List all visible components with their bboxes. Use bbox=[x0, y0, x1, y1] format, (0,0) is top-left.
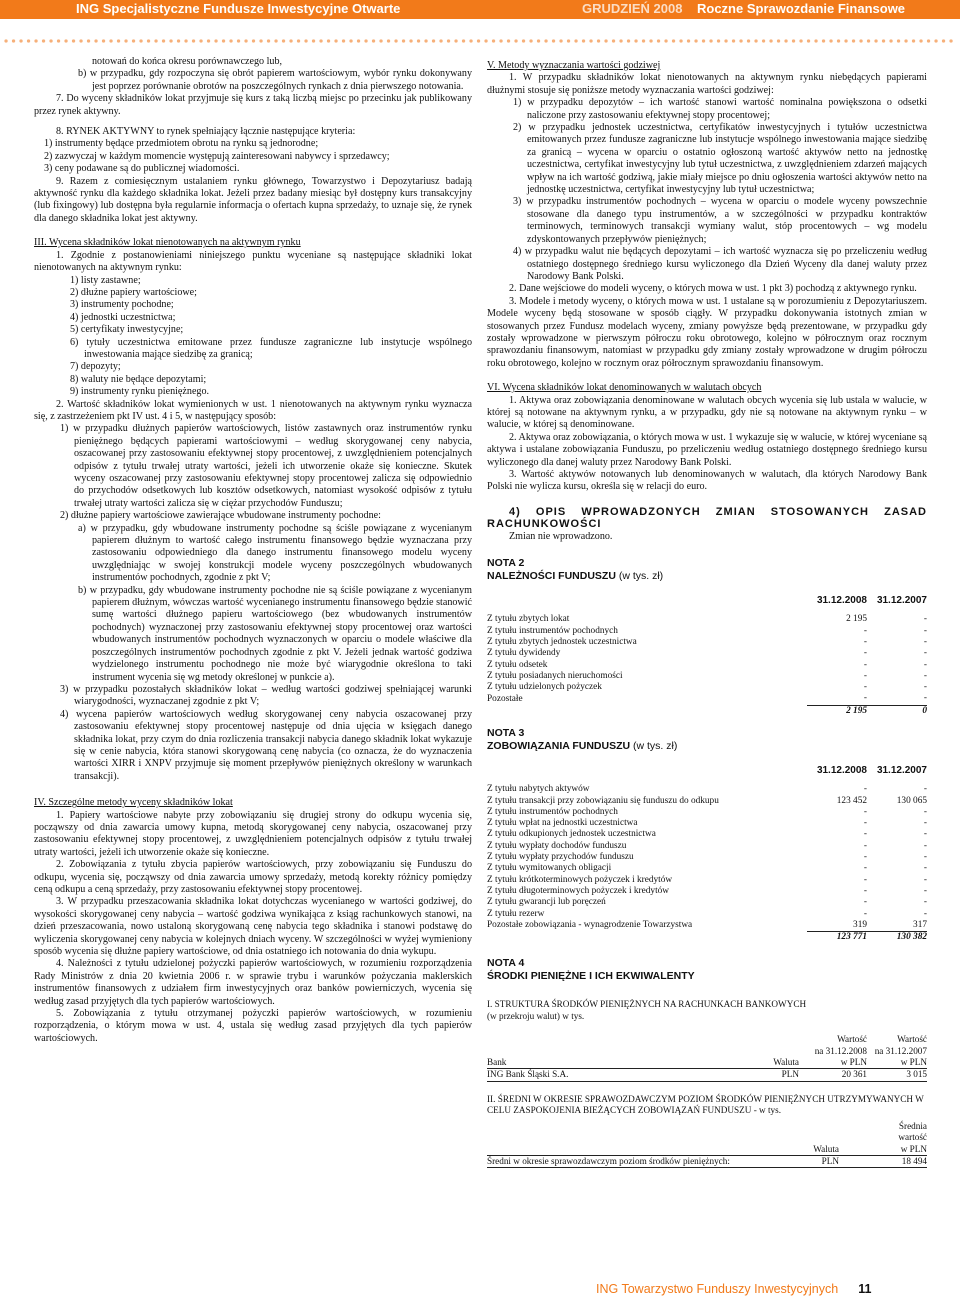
list-item: 2) zazwyczaj w każdym momencie występują zainteresowani nabywcy i sprzedawcy; bbox=[44, 150, 390, 162]
section-heading: III. Wycena składników lokat nienotowanych na aktywnym rynku bbox=[34, 237, 301, 249]
list-item: 2) w przypadku jednostek uczestnictwa, certyfikatów inwestycyjnych i tytułów uczestnictwa emitowanych przez fundusze zagraniczne lub instytucje wspólnego inwestowania mające siedzibę za granicą – wycena w oparciu o ostatnio ogłoszoną wartość aktywów netto na jednostkę uczestnictwa, certyfikat inwestycyjny lub tytuł uczestnictwa, z uwzględnieniem zdarzeń mających wpływ na ich wartość godziwą, jakie miały miejsce po dniu ogłoszenia wartości aktywów netto na jednostkę uczestnictwa, certyfikat inwestycyjny lub tytuł uczestnictwa; bbox=[513, 122, 927, 196]
dotted-divider bbox=[0, 36, 960, 46]
paragraph: 2. Aktywa oraz zobowiązania, o których mowa w ust. 1 wykazuje się w walucie, w której wyceniane są aktywa i ustalane zobowiązania Funduszu, po przeliczeniu według ostatniego dostępnego średniego kursu wyliczonego dla danej waluty przez Narodowy Bank Polski. bbox=[487, 431, 927, 468]
table-row: Z tytułu dywidendy - - bbox=[487, 648, 927, 659]
page-footer bbox=[596, 1282, 871, 1296]
nota-3 bbox=[487, 727, 927, 943]
list-item: 3) ceny podawane są do publicznej wiadomości. bbox=[44, 163, 240, 175]
table-row: Z tytułu wypłaty dochodów funduszu - - bbox=[487, 840, 927, 851]
list-item: 8) waluty nie będące depozytami; bbox=[70, 373, 207, 385]
nota-title: ŚRODKI PIENIĘŻNE I ICH EKWIWALENTY bbox=[487, 970, 695, 983]
table-row: Pozostałe - - bbox=[487, 693, 927, 704]
table-row: Z tytułu posiadanych nieruchomości - - bbox=[487, 670, 927, 681]
column-header: 31.12.2008 bbox=[816, 765, 867, 776]
list-item: 1) w przypadku depozytów – ich wartość stanowi wartość nominalna powiększona o odsetki naliczone przy zastosowaniu efektywnej stopy procentowej; bbox=[513, 97, 927, 121]
table-header-row bbox=[487, 595, 927, 606]
table-header-row: Waluta w PLN bbox=[487, 1144, 927, 1156]
table-row: Z tytułu nabytych aktywów - - bbox=[487, 784, 927, 795]
section-heading: IV. Szczególne metody wyceny składników lokat bbox=[34, 797, 233, 809]
list-item: 1) instrumenty będące przedmiotem obrotu na rynku są jednorodne; bbox=[44, 138, 319, 150]
nota-unit: (w tys. zł) bbox=[618, 570, 664, 583]
average-cash-table bbox=[487, 1121, 927, 1169]
nota-unit: (w tys. zł) bbox=[633, 740, 678, 752]
footer-company: ING Towarzystwo Funduszy Inwestycyjnych bbox=[596, 1282, 839, 1296]
header-report-title: Roczne Sprawozdanie Finansowe bbox=[697, 1, 906, 16]
header-fund-name: ING Specjalistyczne Fundusze Inwestycyjne Otwarte bbox=[76, 1, 401, 16]
list-item: 4) w przypadku walut nie będących depozytami – ich wartość wyznacza się po przeliczeniu według ostatniego dostępnego średniego kursu wyliczonego dla Dzień Wyceny dla danej waluty przez Narodowy Bank Polski. bbox=[513, 246, 927, 282]
list-item: 3) instrumenty pochodne; bbox=[70, 299, 174, 311]
list-item: 1) listy zastawne; bbox=[70, 274, 141, 286]
list-item: b) w przypadku, gdy wbudowane instrumenty pochodne nie są ściśle powiązane z wycenianym papierem dłużnym, wówczas wartość wycenianego instrumentu finansowego będzie stanowić sumę wartości dłużnego papieru wartościowego (bez wbudowanych instrumentów pochodnych) wyznaczonej przy zastosowaniu efektywnej stopy procentowej oraz wartości wbudowanych instrumentów pochodnych wyznaczonych w oparciu o modele właściwe dla poszczególnych instrumentów pochodnych zgodnie z pkt V. Jeżeli jednak wartość godziwa wydzielonego instrumentu pochodnego nie może być wiarygodnie określona to taki instrument wycenia się wg metody określonej w punkcie a). bbox=[78, 584, 472, 683]
table-row: Z tytułu odsetek - - bbox=[487, 659, 927, 670]
paragraph: 1. Zgodnie z postanowieniami niniejszego punktu wyceniane są następujące składniki lokat nienotowanych na aktywnym rynku: bbox=[34, 249, 472, 274]
table-row: Z tytułu instrumentów pochodnych - - bbox=[487, 625, 927, 636]
nota-title: ZOBOWIĄZANIA FUNDUSZU bbox=[487, 740, 631, 752]
table-row: Z tytułu udzielonych pożyczek - - bbox=[487, 682, 927, 693]
list-item: 9) instrumenty rynku pieniężnego. bbox=[70, 386, 210, 398]
table-total-row: 123 771 130 382 bbox=[487, 932, 927, 944]
table-row: Z tytułu wpłat na jednostki uczestnictwa - - bbox=[487, 818, 927, 829]
paragraph: 3. Modele i metody wyceny, o których mowa w ust. 1 ustalane są w porozumieniu z Depozytariuszem. Modele wyceny będą stosowane w sposób ciągły. W przypadku dokonywania istotnych zmian w stosowanych przez Fundusz modelach wyceny, zmiany powyższe będą prezentowane, w przypadku gdy zostały wprowadzone w pierwszym półroczu roku obrotowego, kolejno w półrocznym oraz rocznym sprawozdaniu finansowym, natomiast w przypadku gdy zmiany zostały wprowadzone w drugim półroczu roku obrotowego, kolejno w rocznym oraz półrocznym sprawozdaniu finansowym. bbox=[487, 295, 927, 369]
table-header-row: Wartość Wartość bbox=[837, 1034, 927, 1045]
left-column bbox=[34, 56, 472, 1045]
section-heading: VI. Wycena składników lokat denominowanych w walutach obcych bbox=[487, 382, 762, 394]
table-row: ING Bank Śląski S.A. PLN 20 361 3 015 bbox=[487, 1069, 927, 1080]
list-item: 2) dłużne papiery wartościowe; bbox=[70, 286, 197, 298]
bank-accounts-table bbox=[487, 1034, 927, 1082]
table-row: Z tytułu rezerw - - bbox=[487, 908, 927, 919]
section-heading: V. Metody wyznaczania wartości godziwej bbox=[487, 60, 661, 71]
table-row: Z tytułu gwarancji lub poręczeń - - bbox=[487, 897, 927, 908]
paragraph: 2. Zobowiązania z tytułu zbycia papierów wartościowych, przy zobowiązaniu się Funduszu do odkupu, wycenia się, począwszy od dnia zawarcia umowy sprzedaży, metodą korekty różnicy pomiędzy ceną odkupu a ceną sprzedaży, przy zastosowaniu efektywnej stopy procentowej. bbox=[34, 859, 472, 895]
header-month: GRUDZIEŃ 2008 bbox=[582, 1, 683, 16]
paragraph: 5. Zobowiązania z tytułu otrzymanej pożyczki papierów wartościowych, w rozumieniu rozporządzenia, o którym mowa w ust. 4, ustala się według zasad przyjętych dla tych papierów wartościowych. bbox=[34, 1008, 472, 1044]
list-item: 3) w przypadku pozostałych składników lokat – według wartości godziwej spełniającej warunki wiarygodności, wyznaczanej zgodnie z pkt V; bbox=[60, 683, 472, 708]
table-header-row: Średnia bbox=[898, 1120, 927, 1131]
paragraph: 3. Wartość aktywów notowanych lub denominowanych w walutach, dla których Narodowy Bank Polski nie wylicza kursu, określa się w relacji do euro. bbox=[487, 469, 927, 493]
nota-2 bbox=[487, 557, 927, 717]
paragraph: 7. Do wyceny składników lokat przyjmuje się kurs z taką liczbą miejsc po przecinku jak publikowany przez rynek aktywny. bbox=[34, 93, 472, 117]
paragraph: notowań do końca okresu porównawczego lub, bbox=[92, 56, 283, 67]
subsection-title: I. STRUKTURA ŚRODKÓW PIENIĘŻNYCH NA RACHUNKACH BANKOWYCH bbox=[487, 999, 807, 1010]
table-header-row: Bank Waluta w PLN w PLN bbox=[487, 1057, 927, 1068]
paragraph: 2. Dane wejściowe do modeli wyceny, o których mowa w ust. 1 pkt 3) pochodzą z aktywnego rynku. bbox=[509, 283, 917, 295]
table-header-row: na 31.12.2008 na 31.12.2007 bbox=[814, 1045, 927, 1056]
table-row: Średni w okresie sprawozdawczym poziom środków pieniężnych: PLN 18 494 bbox=[487, 1155, 927, 1166]
paragraph: 8. RYNEK AKTYWNY to rynek spełniający łącznie następujące kryteria: bbox=[56, 126, 356, 138]
column-header: 31.12.2007 bbox=[876, 765, 927, 776]
table-total-row: 2 195 0 bbox=[487, 705, 927, 717]
list-item: 6) tytuły uczestnictwa emitowane przez fundusze zagraniczne lub instytucje wspólnego inwestowania mające siedzibę za granicą; bbox=[70, 336, 472, 360]
liabilities-table bbox=[487, 765, 927, 943]
paragraph: 1. Papiery wartościowe nabyte przy zobowiązaniu się drugiej strony do odkupu wycenia się, począwszy od dnia zawarcia umowy kupna, metodą skorygowanej ceny nabycia, oszacowanej przy zastosowaniu efektywnej stopy procentowej, z uwzględnieniem potencjalnych odpisów z tytułu trwałej utraty wartości, jeżeli ich utworzenie okaże się konieczne. bbox=[34, 809, 472, 858]
list-item: 2) dłużne papiery wartościowe zawierające wbudowane instrumenty pochodne: bbox=[60, 510, 381, 522]
nota-label: NOTA 2 bbox=[487, 557, 525, 570]
table-row: Z tytułu krótkoterminowych pożyczek i kredytów - - bbox=[487, 874, 927, 885]
table-row: Z tytułu zbytych jednostek uczestnictwa - - bbox=[487, 636, 927, 647]
paragraph: 9. Razem z comiesięcznym ustalaniem rynku głównego, Towarzystwo i Depozytariusz badają aktywność rynku dla każdego składnika lokat. Jeżeli przez badany miesiąc był dostępny kurs transakcyjny (lub fixingowy) lub dostępna była regularnie informacja o ofertach kupna sprzedaży, to uznaje się, że rynek dla danego składnika lokat jest aktywny. bbox=[34, 175, 472, 224]
list-item: 4) wycena papierów wartościowych według skorygowanej ceny nabycia oszacowanej przy zastosowaniu efektywnej stopy procentowej następuje od dnia ujęcia w księgach danego składnika lokat, przy czym do dnia rozliczenia transakcji nabycia danego składnik lokat wykazuje się w cenie nabycia, która stanowi skorygowaną cenę nabycia (co oznacza, że do wyznaczenia wartości XIRR i XNPV przyjmuje się moment przepływów pieniężnych określony w warunkach transakcji). bbox=[60, 708, 472, 782]
table-header-row bbox=[487, 765, 927, 776]
list-item: a) w przypadku, gdy wbudowane instrumenty pochodne są ściśle powiązane z wycenianym papierem dłużnym to wartość całego instrumentu finansowego będzie wyznaczana przy zastosowaniu odpowiedniego dla danego instrumentu finansowego modelu wyceny uwzględniając w swojej konstrukcji modele wyceny poszczególnych wbudowanych instrumentów pochodnych, zgodnie z pkt V; bbox=[78, 522, 472, 584]
nota-title: NALEŻNOŚCI FUNDUSZU bbox=[487, 570, 616, 583]
paragraph: Zmian nie wprowadzono. bbox=[509, 530, 613, 542]
nota-label: NOTA 4 bbox=[487, 957, 525, 970]
paragraph: 2. Wartość składników lokat wymienionych w ust. 1 nienotowanych na aktywnym rynku wyznacza się, z zastrzeżeniem pkt IV ust. 4 i 5, w następujący sposób: bbox=[34, 398, 472, 422]
table-header-row: wartość bbox=[898, 1132, 927, 1143]
table-row: Pozostałe zobowiązania - wynagrodzenie Towarzystwa 319 317 bbox=[487, 919, 927, 931]
column-header: 31.12.2007 bbox=[876, 595, 927, 607]
table-row: Z tytułu wypłaty przychodów funduszu - - bbox=[487, 852, 927, 863]
list-item: 1) w przypadku dłużnych papierów wartościowych, listów zastawnych oraz instrumentów rynku pieniężnego będących papierami wartościowymi – według skorygowanej ceny nabycia, oszacowanej przy zastosowaniu efektywnej stopy procentowej, z uwzględnieniem potencjalnych odpisów z tytułu trwałej utraty wartości, jeżeli ich utworzenie okaże się konieczne. Skutek wyceny oszacowanej przy zastosowaniu efektywnej stopy procentowej zalicza się odpowiednio do przychodów odsetkowych lub kosztów odsetkowych, natomiast wysokość odpisów z tytułu trwałej utraty wartości zalicza się w ciężar przychodów Funduszu; bbox=[60, 423, 472, 509]
table-row: Z tytułu instrumentów pochodnych - - bbox=[487, 806, 927, 817]
paragraph: 1. Aktywa oraz zobowiązania denominowane w walutach obcych wycenia się lub ustala w walucie, w której są notowane na aktywnym rynku, a w przypadku, gdy nie są notowane na aktywnym rynku – w walucie, w której są denominowane. bbox=[487, 394, 927, 431]
nota-4 bbox=[487, 957, 927, 1168]
paragraph: 4. Należności z tytułu udzielonej pożyczki papierów wartościowych, w rozumieniu rozporządzenia Rady Ministrów z dnia 20 kwietnia 2006 r. w sprawie trybu i warunków pożyczania maklerskich instrumentów finansowych z udziałem firm inwestycyjnych oraz banków powierniczych, wycenia się według zasad przyjętych dla tych papierów wartościowych. bbox=[34, 958, 472, 1007]
column-header: 31.12.2008 bbox=[816, 595, 867, 607]
table-row: Z tytułu zbytych lokat 2 195 - bbox=[487, 614, 927, 625]
page-header bbox=[0, 0, 960, 19]
paragraph: 1. W przypadku składników lokat nienotowanych na aktywnym rynku niebędących papierami dłużnymi stosuje się poniższe metody wyznaczania wartości godziwej: bbox=[487, 72, 927, 96]
paragraph: b) w przypadku, gdy rozpoczyna się obrót papierem wartościowym, wybór rynku dokonywany jest poprzez porównanie obrotów na poszczególnych rynkach z dnia pierwszego notowania. bbox=[78, 68, 472, 92]
right-column bbox=[487, 60, 927, 1168]
list-item: 7) depozyty; bbox=[70, 361, 121, 373]
table-row: Z tytułu odkupionych jednostek uczestnictwa - - bbox=[487, 829, 927, 840]
page-number: 11 bbox=[858, 1282, 872, 1296]
nota-label: NOTA 3 bbox=[487, 727, 525, 739]
section-title: 4) OPIS WPROWADZONYCH ZMIAN STOSOWANYCH ZASAD RACHUNKOWOŚCI bbox=[487, 505, 927, 531]
list-item: 5) certyfikaty inwestycyjne; bbox=[70, 324, 184, 336]
table-row: Z tytułu długoterminowych pożyczek i kredytów - - bbox=[487, 885, 927, 896]
list-item: 4) jednostki uczestnictwa; bbox=[70, 311, 176, 323]
subsection-title: II. ŚREDNI W OKRESIE SPRAWOZDAWCZYM POZIOM ŚRODKÓW PIENIĘŻNYCH UTRZYMYWANYCH W CELU ZASPOKOJENIA BIEŻĄCYCH ZOBOWIĄZAŃ FUNDUSZU - w tys. bbox=[487, 1093, 924, 1116]
table-row: Z tytułu wymitowanych obligacji - - bbox=[487, 863, 927, 874]
receivables-table bbox=[487, 595, 927, 717]
list-item: 3) w przypadku instrumentów pochodnych – wycena w oparciu o modele wyceny powszechnie stosowane dla danego typu instrumentów, a w szczególności w przypadku kontraktów terminowych, terminowych transakcji wymiany walut, stóp procentowych – wg modelu zdyskontowanych przepływów pieniężnych; bbox=[513, 196, 927, 245]
table-row: Z tytułu transakcji przy zobowiązaniu się funduszu do odkupu 123 452 130 065 bbox=[487, 795, 927, 806]
subsection-unit: (w przekroju walut) w tys. bbox=[487, 1010, 585, 1021]
paragraph: 3. W przypadku przeszacowania składnika lokat dotychczas wycenianego w wartości godziwej, do wysokości skorygowanej ceny nabycia – wartość godziwa wynikająca z ksiąg rachunkowych stanowi, na dzień przeszacowania, nowo ustaloną skorygowaną cenę nabycia tego składnika i stanowi podstawę do wyliczenia skorygowanej ceny nabycia w kolejnych dniach wyceny. W szczególności w wyżej wymieniony sposób wycenia się dłużne papiery wartościowe, od dnia ostatniego ich notowania do dnia wykupu. bbox=[34, 896, 472, 958]
